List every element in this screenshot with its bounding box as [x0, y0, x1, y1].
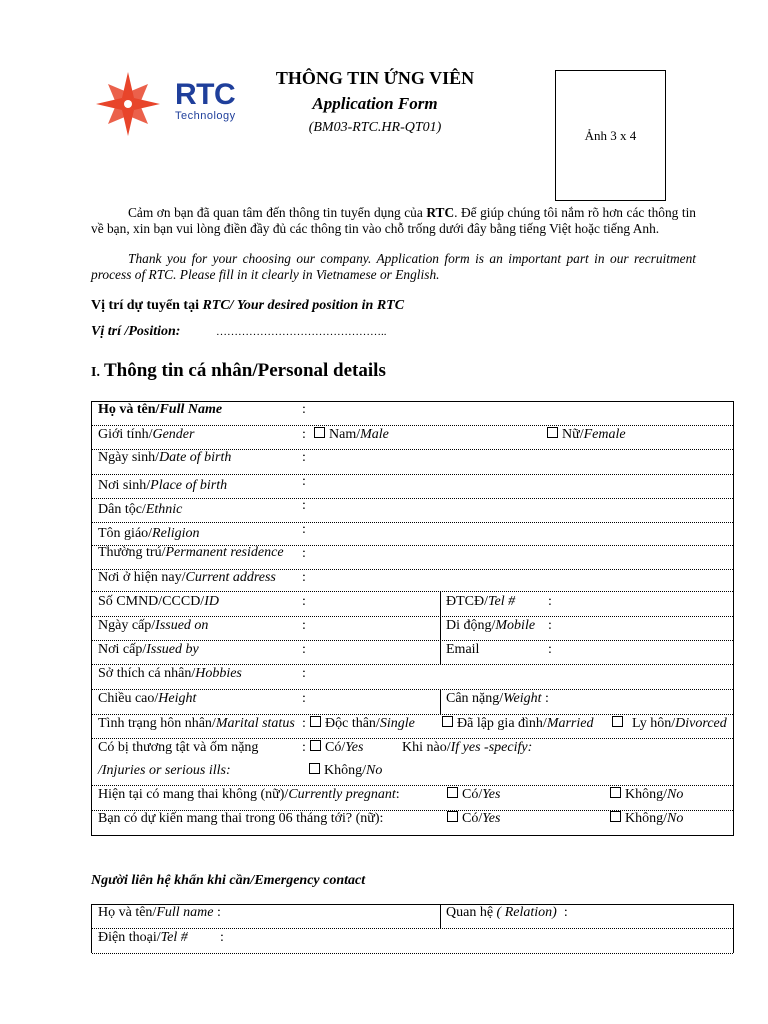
- gender-female-option[interactable]: Nữ/Female: [547, 427, 626, 443]
- plan-pregnancy-label: Bạn có dự kiến mang thai trong 06 tháng tới? (nữ):: [98, 811, 384, 826]
- issued-on-label: Ngày cấp/Issued on: [98, 618, 209, 633]
- issued-by-field[interactable]: :: [302, 642, 306, 657]
- tel-label: ĐTCĐ/Tel #: [446, 594, 516, 609]
- position-row: [91, 324, 387, 340]
- row-religion: [92, 523, 733, 546]
- row-ethnic: [92, 499, 733, 523]
- injury-yes-option[interactable]: Có/Yes: [310, 740, 363, 756]
- title-english: Application Form: [312, 94, 438, 113]
- perm-label: Thường trú/Permanent residence: [98, 545, 284, 560]
- row-marital-status: [92, 715, 733, 739]
- form-code: (BM03-RTC.HR-QT01): [308, 120, 442, 135]
- height-field[interactable]: :: [302, 691, 306, 706]
- pregnant-label: Hiện tại có mang thai không (nữ)/Currently pregnant:: [98, 787, 400, 802]
- row-pregnant: [92, 786, 733, 811]
- row-emergency-phone: [92, 929, 733, 954]
- marital-divorced-option[interactable]: Ly hôn/Divorced: [612, 716, 727, 732]
- checkbox-icon[interactable]: [447, 811, 458, 822]
- curr-label: Nơi ở hiện nay/Current address: [98, 570, 276, 585]
- row-id: [92, 592, 733, 617]
- logo-name: RTC: [175, 78, 236, 111]
- emergency-phone-label: Điện thoại/Tel #: [98, 930, 188, 945]
- curr-field[interactable]: :: [302, 570, 306, 585]
- checkbox-icon[interactable]: [314, 427, 325, 438]
- marital-label: Tình trạng hôn nhân/Marital status: [98, 716, 295, 731]
- injury-colon: :: [302, 740, 306, 755]
- pregnant-yes-option[interactable]: Có/Yes: [447, 787, 500, 803]
- row-permanent-residence: [92, 546, 733, 570]
- id-label: Số CMND/CCCD/ID: [98, 594, 219, 609]
- pregnant-no-option[interactable]: Không/No: [610, 787, 683, 803]
- row-emergency-name: [92, 905, 733, 929]
- weight-label: Cân nặng/Weight :: [446, 691, 549, 706]
- emergency-relation-label: Quan hệ ( Relation) :: [446, 905, 568, 920]
- dob-label: Ngày sinh/Date of birth: [98, 450, 232, 465]
- injury-no-option[interactable]: Không/No: [309, 763, 382, 779]
- ethnic-field[interactable]: :: [302, 498, 306, 513]
- ethnic-label: Dân tộc/Ethnic: [98, 502, 183, 517]
- emergency-contact-table: [91, 904, 734, 953]
- gender-male-option[interactable]: Nam/Male: [314, 427, 389, 443]
- issued-by-label: Nơi cấp/Issued by: [98, 642, 199, 657]
- pob-label: Nơi sinh/Place of birth: [98, 478, 228, 493]
- perm-field[interactable]: :: [302, 546, 306, 561]
- row-pob: [92, 475, 733, 499]
- title-vietnamese: THÔNG TIN ỨNG VIÊN: [275, 68, 475, 88]
- checkbox-icon[interactable]: [310, 740, 321, 751]
- plan-no-option[interactable]: Không/No: [610, 811, 683, 827]
- tel-field[interactable]: :: [548, 594, 552, 609]
- checkbox-icon[interactable]: [610, 787, 621, 798]
- desired-vn: Vị trí dự tuyển tại: [91, 298, 203, 313]
- checkbox-icon[interactable]: [547, 427, 558, 438]
- injury-specify-label: Khi nào/If yes -specify:: [402, 740, 533, 755]
- row-plan-pregnancy: [92, 811, 733, 835]
- hobbies-label: Sở thích cá nhân/Hobbies: [98, 666, 242, 681]
- marital-single-option[interactable]: Độc thân/Single: [310, 716, 415, 732]
- row-issued-on: [92, 617, 733, 641]
- marital-married-option[interactable]: Đã lập gia đình/Married: [442, 716, 593, 732]
- desired-position-heading: [91, 298, 404, 314]
- emergency-name-label: Họ và tên/Full name :: [98, 905, 221, 920]
- emergency-contact-heading: Người liên hệ khẩn khi cần/Emergency contact: [91, 873, 366, 888]
- position-label: Vị trí /Position:: [91, 324, 181, 339]
- checkbox-icon[interactable]: [610, 811, 621, 822]
- marital-colon: :: [302, 716, 306, 731]
- pob-field[interactable]: :: [302, 474, 306, 489]
- logo-subtitle: Technology: [175, 110, 236, 122]
- intro-company: RTC: [426, 205, 455, 220]
- dob-field[interactable]: :: [302, 450, 306, 465]
- intro-english: Thank you for your choosing our company. Application form is an important part in our recruitment process of RTC. Please fill in it clearly in Vietnamese or English.: [91, 251, 696, 282]
- full-name-label: Họ và tên/Full Name: [98, 402, 223, 417]
- desired-en: RTC/ Your desired position in RTC: [202, 298, 405, 313]
- religion-label: Tôn giáo/Religion: [98, 526, 200, 541]
- section-title: Thông tin cá nhân/Personal details: [103, 360, 386, 381]
- checkbox-icon[interactable]: [310, 716, 321, 727]
- intro-vn-text1: Cảm ơn bạn đã quan tâm đến thông tin tuyển dụng của: [128, 205, 427, 220]
- email-label: Email: [446, 642, 480, 657]
- photo-box[interactable]: [555, 70, 666, 201]
- position-field[interactable]: ………………………………………..: [216, 326, 387, 338]
- row-height-weight: [92, 690, 733, 715]
- mobile-field[interactable]: :: [548, 618, 552, 633]
- checkbox-icon[interactable]: [309, 763, 320, 774]
- checkbox-icon[interactable]: [612, 716, 623, 727]
- issued-on-field[interactable]: :: [302, 618, 306, 633]
- plan-yes-option[interactable]: Có/Yes: [447, 811, 500, 827]
- full-name-field[interactable]: :: [302, 402, 306, 417]
- row-injuries: [92, 739, 733, 786]
- row-issued-by: [92, 641, 733, 665]
- row-gender: [92, 426, 733, 450]
- row-full-name: [92, 402, 733, 426]
- id-field[interactable]: :: [302, 594, 306, 609]
- injury-label-en: /Injuries or serious ills:: [98, 763, 231, 778]
- intro-vn-text2: . Để giúp chúng tôi nắm rõ hơn các thông tin về bạn, xin bạn vui lòng điền đầy đủ các thông tin vào chỗ trống dưới đây bằng tiếng Việt hoặc tiếng Anh.: [91, 205, 696, 236]
- row-hobbies: [92, 665, 733, 690]
- email-field[interactable]: :: [548, 642, 552, 657]
- religion-field[interactable]: :: [302, 522, 306, 537]
- injury-label-vn: Có bị thương tật và ốm nặng: [98, 740, 259, 755]
- mobile-label: Di động/Mobile: [446, 618, 536, 633]
- gender-colon: :: [302, 427, 306, 442]
- row-current-address: [92, 570, 733, 592]
- checkbox-icon[interactable]: [442, 716, 453, 727]
- section-personal-heading: [91, 360, 386, 382]
- emergency-phone-field[interactable]: :: [220, 930, 224, 945]
- row-dob: [92, 450, 733, 475]
- section-number: I.: [91, 365, 100, 380]
- hobbies-field[interactable]: :: [302, 666, 306, 681]
- height-label: Chiều cao/Height: [98, 691, 197, 706]
- intro-vietnamese: [91, 205, 696, 236]
- checkbox-icon[interactable]: [447, 787, 458, 798]
- personal-details-table: [91, 401, 734, 836]
- gender-label: Giới tính/Gender: [98, 427, 195, 442]
- photo-label: Ảnh 3 x 4: [584, 127, 637, 143]
